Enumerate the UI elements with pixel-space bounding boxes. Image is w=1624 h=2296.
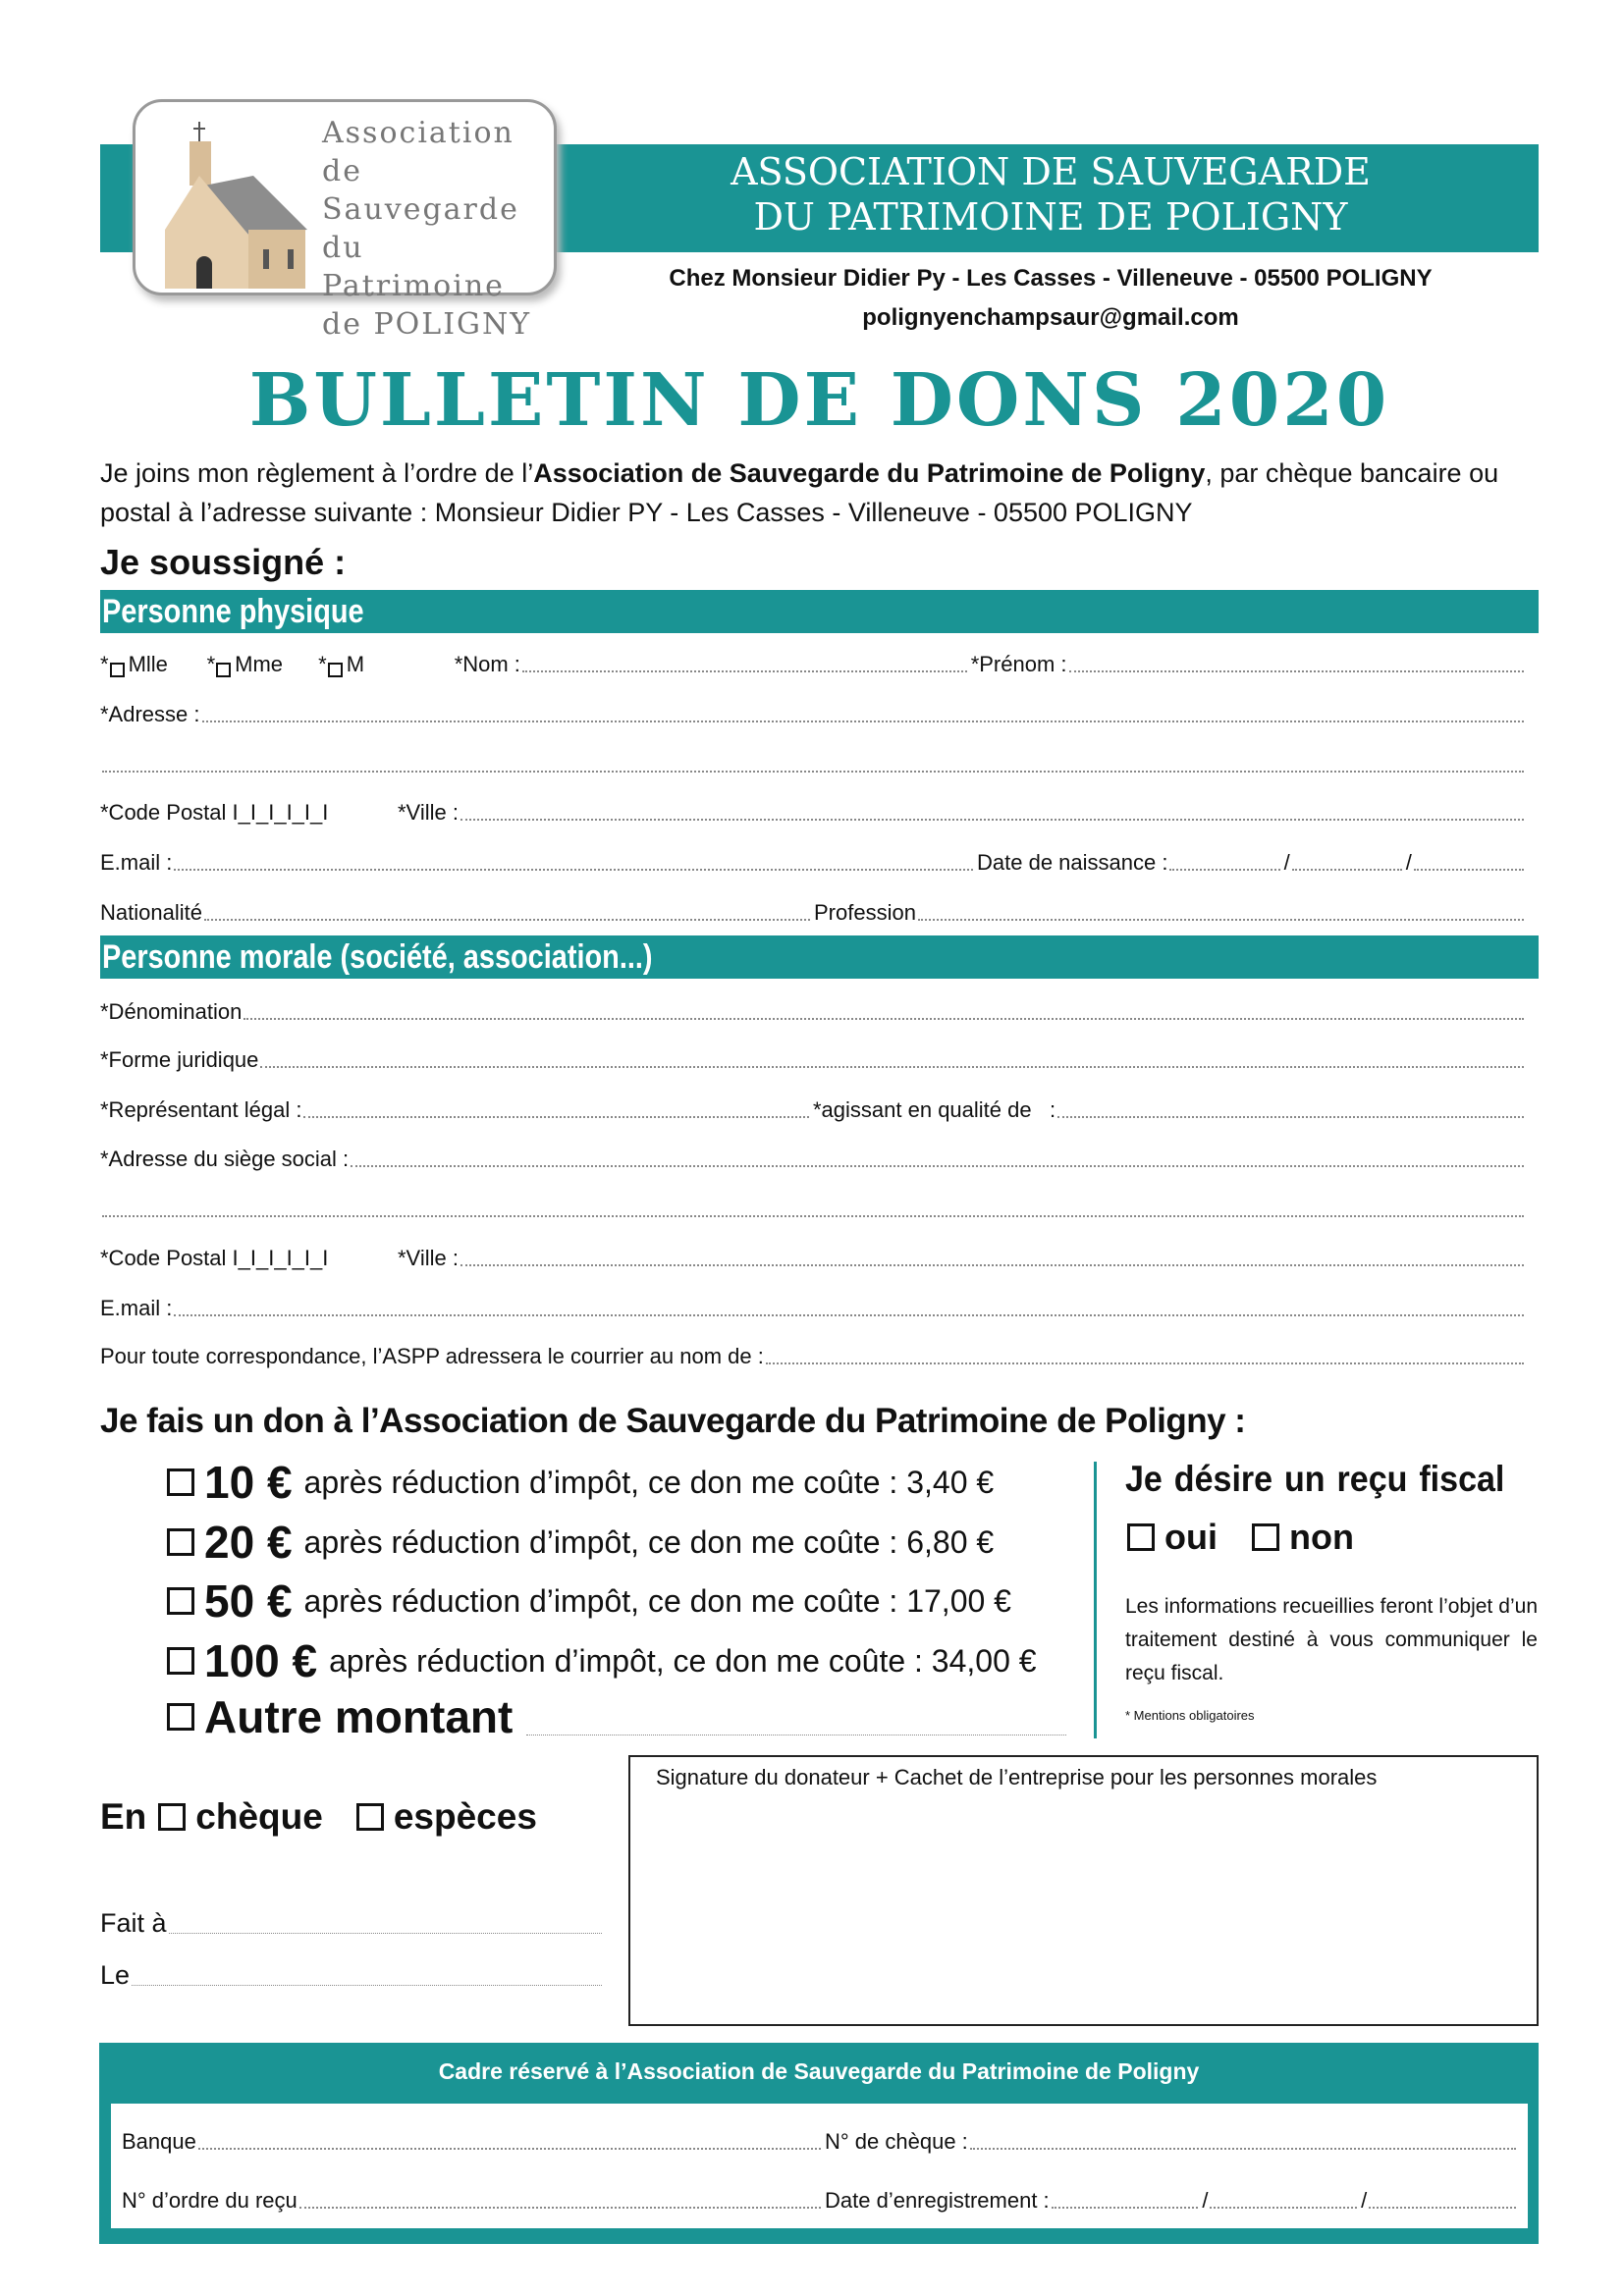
adresse-field[interactable]: [202, 721, 1525, 722]
email-field[interactable]: [174, 869, 973, 871]
numero-cheque-field[interactable]: [970, 2148, 1516, 2150]
don-option-50[interactable]: 50 € après réduction d’impôt, ce don me coûte : 17,00 €: [167, 1575, 1011, 1628]
naissance-jour[interactable]: [1169, 869, 1279, 871]
siege-field[interactable]: [351, 1165, 1524, 1167]
profession-field[interactable]: [918, 919, 1524, 921]
header-email: polignyenchampsaur@gmail.com: [862, 304, 1239, 331]
checkbox-recu-non[interactable]: [1252, 1523, 1279, 1551]
logo-line: du Patrimoine: [322, 231, 505, 303]
nationalite-field[interactable]: [204, 919, 810, 921]
intro-text: Je joins mon règlement à l’ordre de l’Association de Sauvegarde du Patrimoine de Poligny, par chèque bancaire ou postal à l’adresse suivante : Monsieur Didier PY - Les Casses - Villeneuve - 05500 POLIGNY: [100, 458, 1499, 527]
header-title: DU PATRIMOINE DE POLIGNY: [753, 195, 1348, 239]
checkbox-especes[interactable]: [356, 1803, 384, 1831]
checkbox[interactable]: [167, 1647, 194, 1675]
correspondance-field[interactable]: [766, 1362, 1524, 1364]
don-option-20[interactable]: 20 € après réduction d’impôt, ce don me coûte : 6,80 €: [167, 1516, 994, 1569]
checkbox[interactable]: [167, 1703, 194, 1731]
header-address: Chez Monsieur Didier Py - Les Casses - Villeneuve - 05500 POLIGNY: [669, 265, 1433, 292]
don-option-100[interactable]: 100 € après réduction d’impôt, ce don me coûte : 34,00 €: [167, 1634, 1037, 1687]
checkbox-cheque[interactable]: [158, 1803, 186, 1831]
siege-field-line2[interactable]: [102, 1215, 1524, 1217]
page-title: BULLETIN DE DONS 2020: [248, 358, 1390, 443]
checkbox-m[interactable]: [328, 663, 343, 677]
don-option-autre[interactable]: Autre montant: [167, 1690, 1070, 1743]
date-field[interactable]: [132, 1985, 602, 1986]
chapel-icon: [145, 117, 317, 289]
forme-juridique-field[interactable]: [260, 1066, 1524, 1068]
reserve-title: Cadre réservé à l’Association de Sauvegarde du Patrimoine de Poligny: [438, 2058, 1200, 2084]
checkbox-recu-oui[interactable]: [1127, 1523, 1155, 1551]
naissance-mois[interactable]: [1292, 869, 1402, 871]
logo: [133, 99, 557, 342]
ordre-recu-field[interactable]: [299, 2207, 821, 2209]
logo-line: Association: [322, 116, 514, 150]
section-personne-morale: Personne morale (société, association...): [100, 935, 1539, 979]
section-personne-physique: Personne physique: [100, 590, 1539, 633]
checkbox[interactable]: [167, 1528, 194, 1556]
banque-field[interactable]: [198, 2148, 821, 2150]
fait-a-field[interactable]: [169, 1933, 602, 1934]
date-annee[interactable]: [1369, 2207, 1516, 2209]
mentions-obligatoires: * Mentions obligatoires: [1125, 1708, 1255, 1723]
signature-label: Signature du donateur + Cachet de l’entreprise pour les personnes morales: [656, 1765, 1378, 1789]
soussigne-heading: Je soussigné :: [100, 542, 347, 582]
representant-field[interactable]: [303, 1116, 809, 1118]
header-title: ASSOCIATION DE SAUVEGARDE: [731, 150, 1371, 193]
date-mois[interactable]: [1210, 2207, 1357, 2209]
prenom-field[interactable]: [1069, 670, 1524, 672]
don-option-10[interactable]: 10 € après réduction d’impôt, ce don me coûte : 3,40 €: [167, 1456, 994, 1509]
ville-field[interactable]: [460, 819, 1524, 821]
checkbox[interactable]: [167, 1587, 194, 1615]
date-jour[interactable]: [1052, 2207, 1199, 2209]
signature-box[interactable]: [628, 1755, 1539, 2026]
recu-info: Les informations recueillies feront l’objet d’un traitement destiné à vous communiquer le reçu fiscal.: [1125, 1595, 1538, 1684]
don-heading: Je fais un don à l’Association de Sauvegarde du Patrimoine de Poligny :: [100, 1402, 1246, 1440]
email-morale-field[interactable]: [174, 1314, 1524, 1316]
checkbox-mme[interactable]: [216, 663, 231, 677]
nom-field[interactable]: [522, 670, 967, 672]
naissance-annee[interactable]: [1414, 869, 1524, 871]
qualite-field[interactable]: [1057, 1116, 1524, 1118]
logo-line: de POLIGNY: [322, 307, 532, 342]
checkbox[interactable]: [167, 1468, 194, 1496]
divider: [1094, 1462, 1097, 1738]
adresse-field-line2[interactable]: [102, 771, 1524, 773]
checkbox-mlle[interactable]: [110, 663, 125, 677]
recu-heading: Je désire un reçu fiscal: [1125, 1459, 1505, 1499]
denomination-field[interactable]: [244, 1018, 1524, 1020]
logo-line: de Sauvegarde: [322, 154, 519, 227]
ville-morale-field[interactable]: [460, 1264, 1524, 1266]
